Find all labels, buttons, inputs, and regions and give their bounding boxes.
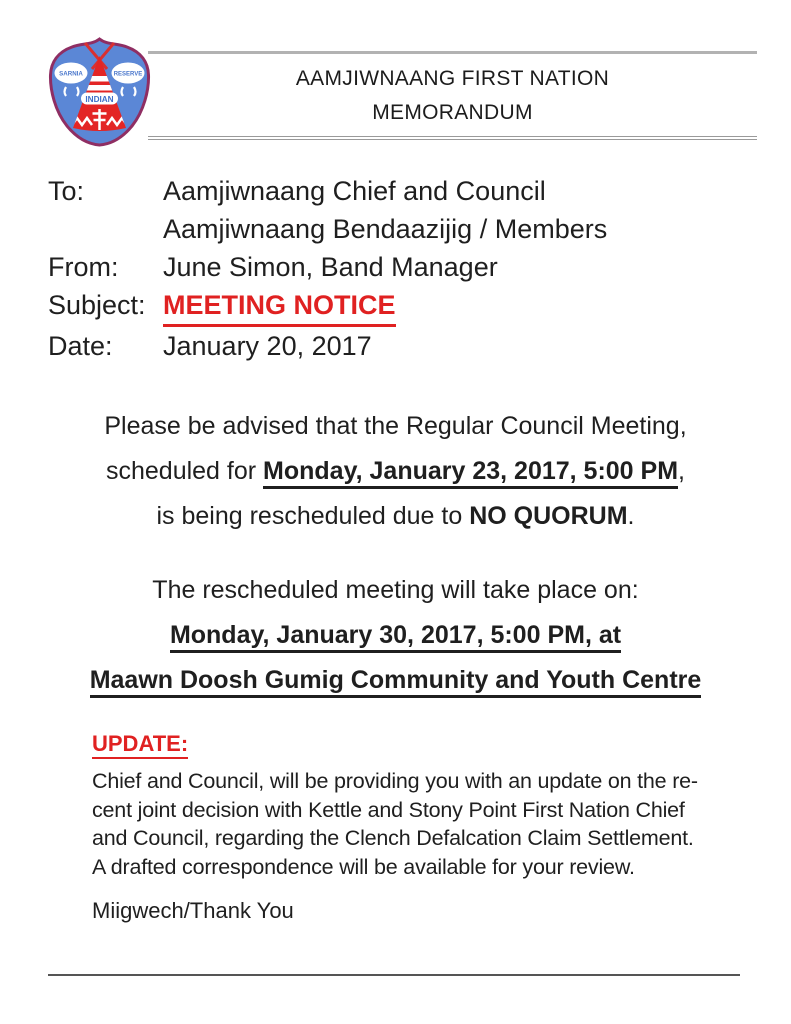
reschedule-intro: The rescheduled meeting will take place on: <box>152 576 639 604</box>
notice-line-2-prefix: scheduled for <box>105 457 264 485</box>
subject-value: MEETING NOTICE <box>163 286 396 327</box>
memo-fields <box>48 172 607 365</box>
reschedule-line-3 <box>0 658 791 703</box>
org-name: AAMJIWNAANG FIRST NATION <box>295 67 610 90</box>
from-label: From: <box>48 252 119 282</box>
original-meeting-datetime: Monday, January 23, 2017, 5:00 PM <box>263 457 678 489</box>
new-meeting-datetime: Monday, January 30, 2017, 5:00 PM, at <box>170 621 621 653</box>
update-heading <box>92 731 188 757</box>
reschedule-line-2 <box>0 613 791 658</box>
crest-right-label: RESERVE <box>113 71 143 78</box>
to-value-line2: Aamjiwnaang Bendaazijig / Members <box>163 214 608 244</box>
update-line-4: A drafted correspondence will be available for your review. <box>92 854 635 879</box>
date-label: Date: <box>48 331 113 361</box>
no-quorum-text: NO QUORUM <box>469 502 628 530</box>
doc-type: MEMORANDUM <box>372 101 533 124</box>
update-line-1: Chief and Council, will be providing you with an update on the re- <box>92 769 698 793</box>
meeting-venue: Maawn Doosh Gumig Community and Youth Centre <box>90 666 702 698</box>
update-paragraph <box>92 767 698 881</box>
update-line-2: cent joint decision with Kettle and Stony Point First Nation Chief <box>92 797 685 822</box>
date-value: January 20, 2017 <box>163 331 372 361</box>
date-row <box>48 327 607 365</box>
to-label-spacer <box>48 210 163 248</box>
closing-text: Miigwech/Thank You <box>92 898 294 923</box>
to-row <box>48 172 607 210</box>
notice-paragraph <box>0 404 791 539</box>
footer-rule <box>48 974 740 976</box>
subject-label: Subject: <box>48 290 146 320</box>
notice-line-3 <box>0 494 791 539</box>
from-row <box>48 248 607 286</box>
notice-line-1: Please be advised that the Regular Council Meeting, <box>104 412 687 440</box>
crest-center-label: INDIAN <box>85 94 114 104</box>
to-label: To: <box>48 176 85 206</box>
update-heading-text: UPDATE: <box>92 731 188 759</box>
notice-line-3-suffix: . <box>627 502 635 530</box>
crest-left-label: SARNIA <box>59 70 83 78</box>
header-rule-top <box>148 51 757 54</box>
reschedule-paragraph <box>0 568 791 703</box>
notice-line-2 <box>0 449 791 494</box>
from-value: June Simon, Band Manager <box>163 252 498 282</box>
update-line-3: and Council, regarding the Clench Defalcation Claim Settlement. <box>92 826 694 850</box>
header-rule-bottom <box>148 136 757 140</box>
subject-row <box>48 286 607 327</box>
notice-line-3-prefix: is being rescheduled due to <box>156 502 470 530</box>
to-row-2 <box>48 210 607 248</box>
to-value-line1: Aamjiwnaang Chief and Council <box>163 176 546 206</box>
notice-line-2-suffix: , <box>678 457 685 485</box>
header-title <box>148 62 757 130</box>
band-crest-logo <box>46 36 153 148</box>
